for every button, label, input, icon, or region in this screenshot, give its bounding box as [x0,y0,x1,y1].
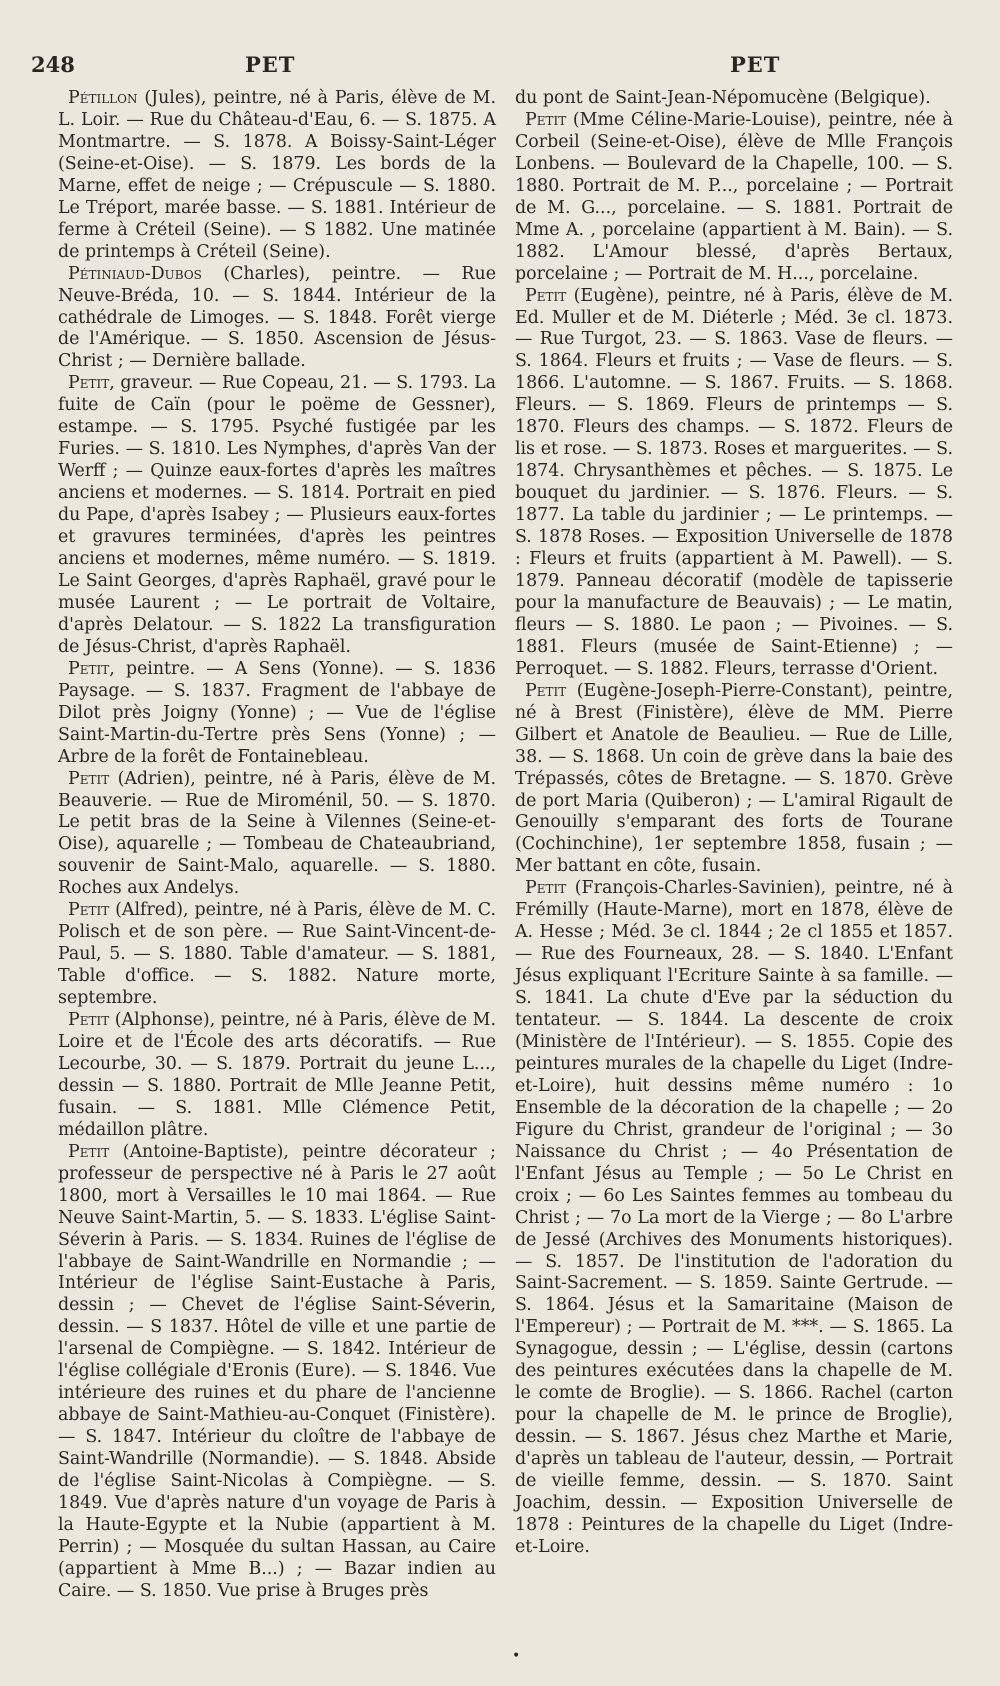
entry-name: Petit [68,1141,110,1162]
entry-text: (Charles), peintre. — Rue Neuve-Bréda, 10. — S. 1844. Intérieur de la cathédrale de Limoges. — S. 1848. Forêt vierge de l'Amérique. — S. 1850. Ascension de Jésus-Christ ; — Dernière ballade. [58,263,496,372]
dictionary-entry [58,373,496,658]
entry-text: (Jules), peintre, né à Paris, élève de M. L. Loir. — Rue du Château-d'Eau, 6. — S. 1875. A Montmartre. — S. 1878. A Boissy-Saint-Léger (Seine-et-Oise). — S. 1879. Les bords de la Marne, effet de neige ; — Crépuscule — S. 1880. Le Tréport, marée basse. — S. 1881. Intérieur de ferme à Créteil (Seine). — S 1882. Une matinée de printemps à Créteil (Seine). [58,88,496,262]
entry-name: Petit [525,109,567,130]
right-column [515,88,953,1559]
entry-name: Petit [68,658,110,679]
entry-text: (Eugène-Joseph-Pierre-Constant), peintre, né à Brest (Finistère), élève de MM. Pierre Gilbert et Anatole de Beaulieu. — Rue de Lille, 38. — S. 1868. Un coin de grève dans la baie des Trépassés, côtes de Bretagne. — S. 1870. Grève de port Maria (Quiberon) ; — L'amiral Rigault de Genouilly s'emparant des forts de Tourane (Cochinchine), 1er septembre 1858, fusain ; — Mer battant en côte, fusain. [515,680,953,877]
entry-name: Petit [68,1010,110,1031]
entry-text: (Alfred), peintre, né à Paris, élève de M. C. Polisch et de son père. — Rue Saint-Vincent-de-Paul, 5. — S. 1880. Table d'amateur. — S. 1881, Table d'office. — S. 1882. Nature morte, septembre. [58,900,496,1009]
dictionary-entry [58,264,496,374]
dictionary-entry [58,659,496,769]
dictionary-entry [515,878,953,1559]
entry-name: Petit [68,373,110,394]
entry-text: (Eugène), peintre, né à Paris, élève de M. Ed. Muller et de M. Diéterle ; Méd. 3e cl. 1873. — Rue Turgot, 23. — S. 1863. Vase de fleurs. — S. 1864. Fleurs et fruits ; — Vase de fleurs. — S. 1866. L'automne. — S. 1867. Fruits. — S. 1868. Fleurs. — S. 1869. Fleurs de printemps — S. 1870. Fleurs des champs. — S. 1872. Fleurs de lis et rose. — S. 1873. Roses et marguerites. — S. 1874. Chrysanthèmes et pêches. — S. 1875. Le bouquet du jardinier. — S. 1876. Fleurs. — S. 1877. La table du jardinier ; — Le printemps. — S. 1878 Roses. — Exposition Universelle de 1878 : Fleurs et fruits (appartient à M. Pawell). — S. 1879. Panneau décoratif (modèle de tapisserie pour la manufacture de Beauvais) ; — Le matin, fleurs — S. 1880. Le paon ; — Pivoines. — S. 1881. Fleurs (musée de Saint-Etienne) ; — Perroquet. — S. 1882. Fleurs, terrasse d'Orient. [515,285,953,679]
entry-name: Petit [68,768,110,789]
entry-text: (Adrien), peintre, né à Paris, élève de M. Beauverie. — Rue de Miroménil, 50. — S. 1870. Le petit bras de la Seine à Vilennes (Seine-et-Oise), aquarelle ; — Tombeau de Chateaubriand, souvenir de Saint-Malo, aquarelle. — S. 1880. Roches aux Andelys. [58,768,496,899]
dictionary-entry [58,769,496,901]
entry-text: (François-Charles-Savinien), peintre, né à Frémilly (Haute-Marne), mort en 1878, élève de A. Hesse ; Méd. 3e cl. 1844 ; 2e cl 1855 et 1857. — Rue des Fourneaux, 28. — S. 1840. L'Enfant Jésus expliquant l'Ecriture Sainte à sa famille. — S. 1841. La chute d'Eve par la séduction du tentateur. — S. 1844. La descente de croix (Ministère de l'Intérieur). — S. 1855. Copie des peintures murales de la chapelle du Liget (Indre-et-Loire), huit dessins même numéro : 1o Ensemble de la décoration de la chapelle ; — 2o Figure du Christ, grandeur de l'original ; — 3o Naissance du Christ ; — 4o Présentation de l'Enfant Jésus au Temple ; — 5o Le Christ en croix ; — 6o Les Saintes femmes au tombeau du Christ ; — 7o La mort de la Vierge ; — 8o L'arbre de Jessé (Archives des Monuments historiques). — S. 1857. De l'institution de l'adoration du Saint-Sacrement. — S. 1859. Sainte Gertrude. — S. 1864. Jésus et la Samaritaine (Maison de l'Empereur) ; — Portrait de M. ***. — S. 1865. La Synagogue, dessin ; — L'église, dessin (cartons des peintures exécutées dans la chapelle de M. le comte de Broglie). — S. 1866. Rachel (carton pour la chapelle de M. le prince de Broglie), dessin. — S. 1867. Jésus chez Marthe et Marie, d'après un tableau de l'auteur, dessin, — Portrait de vieille femme, dessin. — S. 1870. Saint Joachim, dessin. — Exposition Universelle de 1878 : Peintures de la chapelle du Liget (Indre-et-Loire. [515,878,953,1557]
page-number: 248 [31,52,75,77]
running-head-left: PET [245,52,296,77]
dictionary-entry [515,110,953,286]
entry-name: Petit [525,680,567,701]
entry-name: Petit [525,878,567,899]
running-head-right: PET [730,52,781,77]
entry-text: (Mme Céline-Marie-Louise), peintre, née à Corbeil (Seine-et-Oise), élève de Mlle François Lonbens. — Boulevard de la Chapelle, 100. — S. 1880. Portrait de M. P..., porcelaine ; — Portrait de M. G..., porcelaine. — S. 1881. Portrait de Mme A. , porcelaine (appartient à M. Bain). — S. 1882. L'Amour blessé, d'après Bertaux, porcelaine ; — Portrait de M. H..., porcelaine. [515,109,953,284]
entry-text: , peintre. — A Sens (Yonne). — S. 1836 Paysage. — S. 1837. Fragment de l'abbaye de Dilot près Joigny (Yonne) ; — Vue de l'église Saint-Martin-du-Tertre près Sens (Yonne) ; — Arbre de la forêt de Fontainebleau. [58,658,496,767]
left-column [58,88,496,1603]
entry-text: (Alphonse), peintre, né à Paris, élève de M. Loire et de l'École des arts décoratifs. — Rue Lecourbe, 30. — S. 1879. Portrait du jeune L..., dessin — S. 1880. Portrait de Mlle Jeanne Petit, fusain. — S. 1881. Mlle Clémence Petit, médaillon plâtre. [58,1010,496,1140]
entry-name: Petit [68,900,110,921]
entry-text: , graveur. — Rue Copeau, 21. — S. 1793. La fuite de Caïn (pour le poëme de Gessner), estampe. — S. 1795. Psyché fustigée par les Furies. — S. 1810. Les Nymphes, d'après Van der Werff ; — Quinze eaux-fortes d'après les maîtres anciens et modernes. — S. 1814. Portrait en pied du Pape, d'après Isabey ; — Plusieurs eaux-fortes et gravures terminées, d'après les peintres anciens et modernes, même numéro. — S. 1819. Le Saint Georges, d'après Raphaël, gravé pour le musée Laurent ; — Le portrait de Voltaire, d'après Delatour. — S. 1822 La transfiguration de Jésus-Christ, d'après Raphaël. [58,373,496,657]
entry-name: Petit [525,285,567,306]
dictionary-entry [58,1010,496,1142]
dictionary-entry [515,88,953,110]
dictionary-entry [58,88,496,264]
footer-mark: • [512,1648,521,1664]
page-header [0,52,1000,82]
dictionary-entry [515,286,953,681]
entry-name: Pétillon [68,88,138,108]
entry-name: Pétiniaud-Dubos [68,263,202,284]
dictionary-entry [515,681,953,879]
entry-text: du pont de Saint-Jean-Népomucène (Belgique). [515,88,931,108]
dictionary-entry [58,1142,496,1603]
dictionary-entry [58,900,496,1010]
entry-text: (Antoine-Baptiste), peintre décorateur ; professeur de perspective né à Paris le 27 août 1800, mort à Versailles le 10 mai 1864. — Rue Neuve Saint-Martin, 5. — S. 1833. L'église Saint-Séverin à Paris. — S. 1834. Ruines de l'église de l'abbaye de Saint-Wandrille en Normandie ; — Intérieur de l'église Saint-Eustache à Paris, dessin ; — Chevet de l'église Saint-Séverin, dessin. — S 1837. Hôtel de ville et une partie de l'arsenal de Compiègne. — S. 1842. Intérieur de l'église collégiale d'Eronis (Eure). — S. 1846. Vue intérieure des ruines et du phare de l'ancienne abbaye de Saint-Mathieu-au-Conquet (Finistère). — S. 1847. Intérieur du cloître de l'abbaye de Saint-Wandrille (Normandie). — S. 1848. Abside de l'église Saint-Nicolas à Compiègne. — S. 1849. Vue d'après nature d'un voyage de Paris à la Haute-Egypte et la Nubie (appartient à M. Perrin) ; — Mosquée du sultan Hassan, au Caire (appartient à Mme B...) ; — Bazar indien au Caire. — S. 1850. Vue prise à Bruges près [58,1141,496,1601]
